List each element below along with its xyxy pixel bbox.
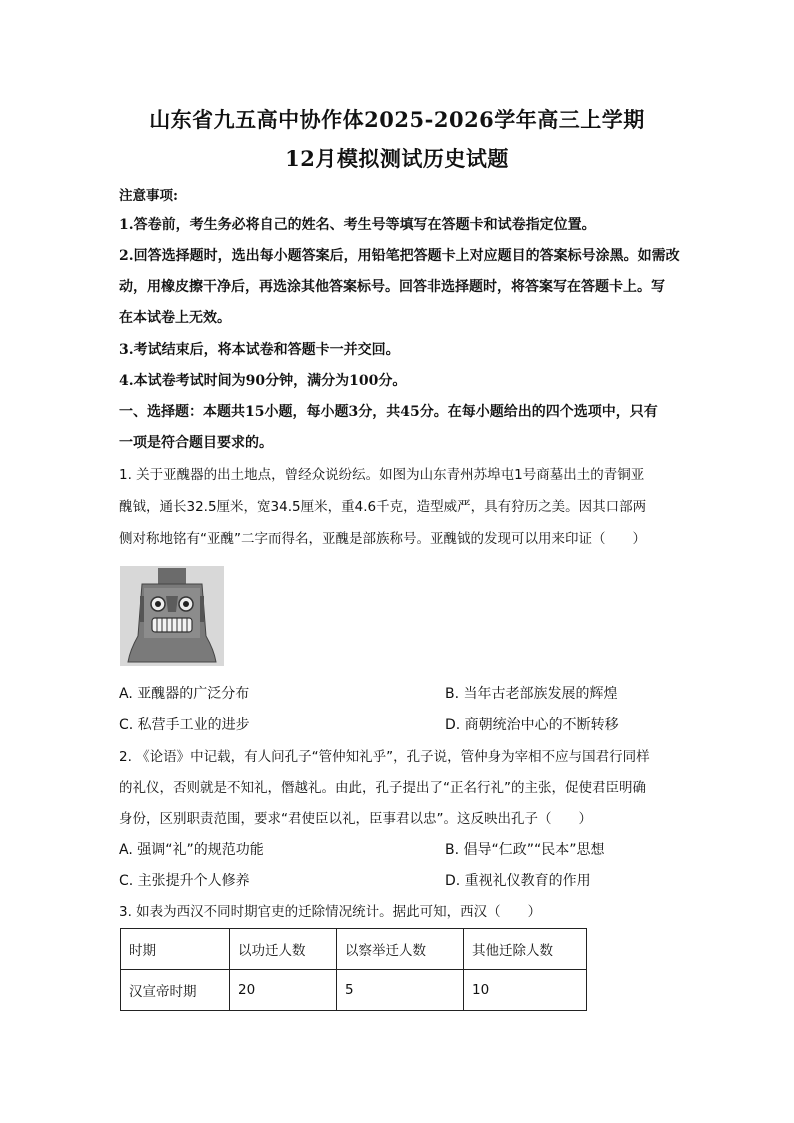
question-1-option-b: B. 当年古老部族发展的辉煌 — [445, 686, 618, 702]
note-2-line-3: 在本试卷上无效。 — [119, 310, 231, 326]
question-2-option-a: A. 强调“礼”的规范功能 — [119, 842, 264, 858]
question-2-option-c: C. 主张提升个人修养 — [119, 873, 250, 889]
question-2-line-2: 的礼仪，否则就是不知礼，僭越礼。由此，孔子提出了“正名行礼”的主张，促使君臣明确 — [119, 780, 646, 796]
question-1-line-1: 1. 关于亚醜器的出土地点，曾经众说纷纭。如图为山东青州苏埠屯1号商墓出土的青铜亚 — [119, 467, 645, 483]
exam-title-line-2: 12月模拟测试历史试题 — [285, 146, 509, 171]
table-row — [121, 970, 587, 1011]
notes-heading: 注意事项: — [119, 188, 178, 204]
bronze-yue-axe-image — [120, 566, 224, 666]
table-header-period: 时期 — [121, 929, 230, 970]
note-3: 3.考试结束后，将本试卷和答题卡一并交回。 — [119, 342, 400, 358]
question-2-option-b: B. 倡导“仁政”“民本”思想 — [445, 842, 605, 858]
question-2-line-1: 2. 《论语》中记载，有人问孔子“管仲知礼乎”，孔子说，管仲身为宰相不应与国君行同样 — [119, 749, 650, 765]
table-header-recommendation: 以察举迁人数 — [337, 929, 464, 970]
question-2-option-d: D. 重视礼仪教育的作用 — [445, 873, 591, 889]
table-cell-recommendation: 5 — [337, 970, 464, 1011]
section-heading-line-1: 一、选择题：本题共15小题，每小题3分，共45分。在每小题给出的四个选项中，只有 — [119, 404, 658, 420]
note-4: 4.本试卷考试时间为90分钟，满分为100分。 — [119, 373, 407, 389]
question-2-line-3: 身份，区别职责范围，要求“君使臣以礼，臣事君以忠”。这反映出孔子（ ） — [119, 811, 592, 827]
note-1: 1.答卷前，考生务必将自己的姓名、考生号等填写在答题卡和试卷指定位置。 — [119, 217, 596, 233]
table-cell-merit: 20 — [230, 970, 337, 1011]
section-heading-line-2: 一项是符合题目要求的。 — [119, 435, 273, 451]
question-1-line-2: 醜钺，通长32.5厘米，宽34.5厘米，重4.6千克，造型威严，具有狩历之美。因其口部两 — [119, 499, 647, 515]
table-header-merit: 以功迁人数 — [230, 929, 337, 970]
question-1-option-a: A. 亚醜器的广泛分布 — [119, 686, 250, 702]
official-transfer-table — [120, 928, 587, 1011]
question-3-line-1: 3. 如表为西汉不同时期官吏的迁除情况统计。据此可知，西汉（ ） — [119, 904, 542, 920]
note-2-line-1: 2.回答选择题时，选出每小题答案后，用铅笔把答题卡上对应题目的答案标号涂黑。如需改 — [119, 248, 680, 264]
question-1-option-d: D. 商朝统治中心的不断转移 — [445, 717, 619, 733]
exam-title-line-1: 山东省九五高中协作体2025-2026学年高三上学期 — [149, 107, 645, 132]
table-cell-period: 汉宣帝时期 — [121, 970, 230, 1011]
table-cell-other: 10 — [464, 970, 587, 1011]
question-1-line-3: 侧对称地铭有“亚醜”二字而得名，亚醜是部族称号。亚醜钺的发现可以用来印证（ ） — [119, 531, 646, 547]
question-1-option-c: C. 私营手工业的进步 — [119, 717, 250, 733]
table-header-other: 其他迁除人数 — [464, 929, 587, 970]
note-2-line-2: 动，用橡皮擦干净后，再选涂其他答案标号。回答非选择题时，将答案写在答题卡上。写 — [119, 279, 665, 295]
table-header-row — [121, 929, 587, 970]
bronze-yue-axe-drawing — [120, 566, 224, 666]
